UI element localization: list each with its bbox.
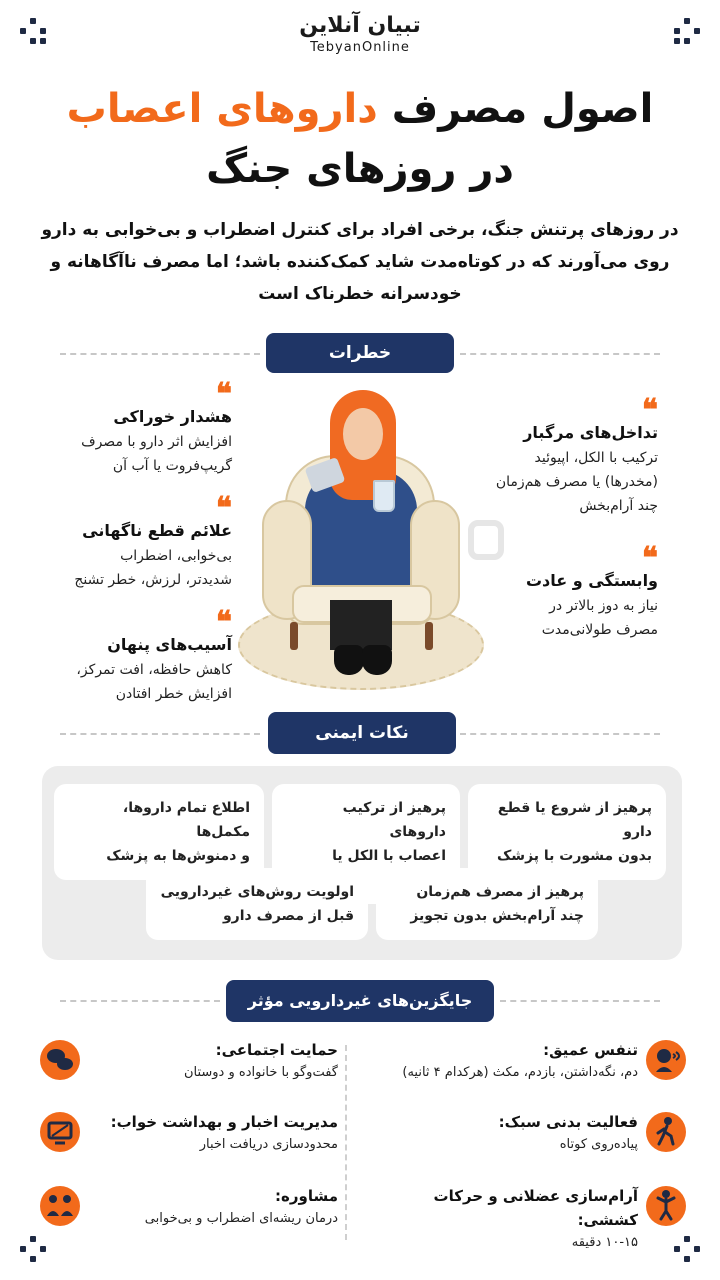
danger-title: تداخل‌های مرگبار [523, 423, 658, 442]
shoe [334, 645, 364, 675]
dangers-section-label: خطرات [266, 333, 454, 373]
breathing-icon [646, 1040, 686, 1080]
danger-deadly-interactions [428, 393, 658, 518]
intro-line: روی می‌آورند که در کوتاه‌مدت شاید کمک‌کننده باشد؛ اما مصرف ناآگاهانه و [50, 252, 670, 272]
danger-withdrawal [2, 491, 232, 592]
alternative-title: فعالیت بدنی سبک: [498, 1113, 638, 1131]
alternative-title: آرام‌سازی عضلانی و حرکات کششی: [433, 1187, 638, 1229]
stretching-icon [646, 1186, 686, 1226]
danger-title: هشدار خوراکی [113, 407, 232, 426]
walking-icon [646, 1112, 686, 1152]
page-title-line1 [0, 80, 720, 138]
alternative-title: تنفس عمیق: [543, 1041, 638, 1059]
alternative-light-exercise [388, 1110, 638, 1156]
danger-desc: (مخدرها) یا مصرف هم‌زمان [495, 474, 658, 490]
safety-section-label: نکات ایمنی [268, 712, 456, 754]
safety-tip [376, 868, 598, 940]
section-divider [460, 353, 660, 355]
brand-name-fa: تبیان آنلاین [299, 13, 421, 38]
corner-ornament-bottom-left [20, 1236, 46, 1262]
tip-line: قبل از مصرف دارو [222, 908, 354, 924]
tv-icon [40, 1112, 80, 1152]
danger-desc: بی‌خوابی، اضطراب [120, 548, 232, 564]
brand-name-en: TebyanOnline [310, 40, 410, 55]
safety-tip [146, 868, 368, 940]
tip-line: بدون مشورت با پزشک [496, 848, 652, 864]
section-divider [60, 353, 260, 355]
danger-desc: شدیدتر، لرزش، خطر تشنج [74, 572, 232, 588]
alternative-desc: گفت‌وگو با خانواده و دوستان [183, 1065, 338, 1080]
danger-desc: ترکیب با الکل، اپیوئید [534, 450, 658, 466]
alternative-muscle-relaxation [388, 1184, 638, 1254]
danger-title: آسیب‌های پنهان [107, 635, 232, 654]
tip-line: اعصاب با الکل یا [332, 848, 446, 864]
danger-hidden-harm [2, 605, 232, 706]
danger-title: وابستگی و عادت [525, 571, 658, 590]
quote-icon: ❝ [641, 393, 658, 428]
safety-tip [468, 784, 666, 880]
woman-face [343, 408, 383, 460]
alternative-deep-breathing [388, 1038, 638, 1084]
alternative-title: مدیریت اخبار و بهداشت خواب: [110, 1113, 338, 1131]
section-divider [60, 1000, 220, 1002]
danger-desc: نیاز به دوز بالاتر در [549, 598, 658, 614]
tip-line: پرهیز از ترکیب داروهای [342, 800, 446, 840]
alternative-news-sleep [88, 1110, 338, 1156]
quote-icon: ❝ [215, 605, 232, 640]
page-title-line2: در روزهای جنگ [206, 146, 514, 192]
title-highlight: داروهای اعصاب [66, 86, 378, 132]
section-divider [460, 733, 660, 735]
counseling-icon [40, 1186, 80, 1226]
tip-line: پرهیز از مصرف هم‌زمان [416, 884, 584, 900]
alternative-desc: پیاده‌روی کوتاه [559, 1137, 638, 1152]
watermark-logo [468, 520, 504, 560]
corner-ornament-bottom-right [674, 1236, 700, 1262]
tip-line: پرهیز از شروع یا قطع دارو [497, 800, 652, 840]
danger-desc: کاهش حافظه، افت تمرکز، [76, 662, 232, 678]
column-divider [345, 1045, 347, 1240]
shoe [362, 645, 392, 675]
chair-leg [425, 622, 433, 650]
danger-desc: گریپ‌فروت یا آب آن [112, 458, 232, 474]
woman-trousers [330, 600, 392, 650]
alternative-social-support [88, 1038, 338, 1084]
quote-icon: ❝ [215, 491, 232, 526]
tip-line: اولویت روش‌های غیردارویی [160, 884, 354, 900]
alternative-title: مشاوره: [275, 1187, 338, 1205]
alternative-desc: محدودسازی دریافت اخبار [199, 1137, 338, 1152]
chair-leg [290, 622, 298, 650]
brand-logo [0, 12, 720, 55]
section-divider [60, 733, 260, 735]
chat-bubbles-icon [40, 1040, 80, 1080]
danger-desc: مصرف طولانی‌مدت [541, 622, 658, 638]
tip-line: چند آرام‌بخش بدون تجویز [410, 908, 584, 924]
alternative-desc: درمان ریشه‌ای اضطراب و بی‌خوابی [144, 1211, 338, 1226]
alternative-desc: دم، نگه‌داشتن، بازدم، مکث (هرکدام ۴ ثانیه) [402, 1065, 638, 1080]
tip-line: و دمنوش‌ها به پزشک [106, 848, 250, 864]
title-plain: اصول مصرف [391, 86, 654, 132]
section-divider [500, 1000, 660, 1002]
danger-food-warning [2, 377, 232, 478]
intro-line: در روزهای پرتنش جنگ، برخی افراد برای کنترل اضطراب و بی‌خوابی به دارو [41, 220, 679, 240]
danger-desc: چند آرام‌بخش [579, 498, 658, 514]
intro-line: خودسرانه خطرناک است [258, 284, 462, 304]
alternative-desc: ۱۰-۱۵ دقیقه [571, 1235, 638, 1250]
intro-paragraph [40, 214, 680, 310]
safety-tip [54, 784, 264, 880]
alternative-title: حمایت اجتماعی: [215, 1041, 338, 1059]
quote-icon: ❝ [215, 377, 232, 412]
water-glass-icon [373, 480, 395, 512]
quote-icon: ❝ [641, 541, 658, 576]
alternatives-section-label: جایگزین‌های غیردارویی مؤثر [226, 980, 494, 1022]
danger-desc: افزایش خطر افتادن [115, 686, 232, 702]
tip-line: اطلاع تمام داروها، مکمل‌ها [122, 800, 250, 840]
alternative-counseling [88, 1184, 338, 1230]
danger-desc: افزایش اثر دارو با مصرف [81, 434, 232, 450]
danger-title: علائم قطع ناگهانی [82, 521, 232, 540]
